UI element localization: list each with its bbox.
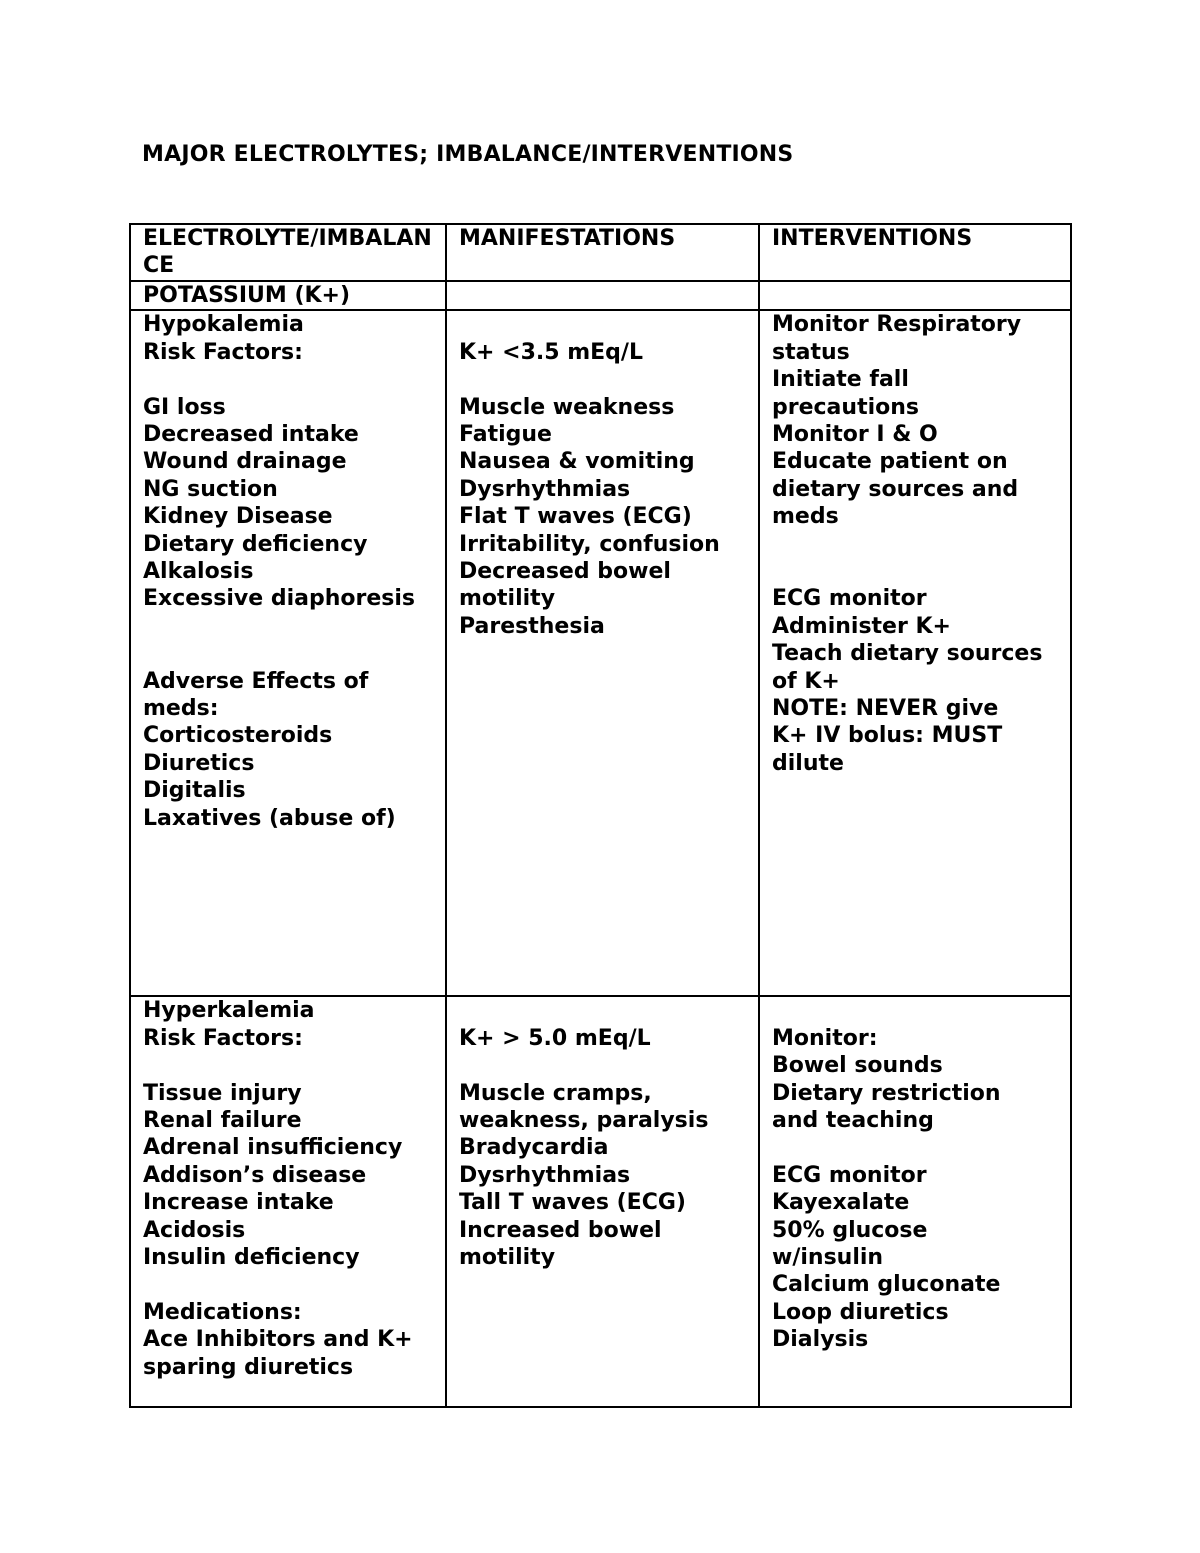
cell-line: and teaching xyxy=(772,1108,934,1134)
cell-line xyxy=(459,366,752,393)
cell-line: Bowel sounds xyxy=(772,1053,943,1079)
cell-line: Calcium gluconate xyxy=(772,1272,1001,1298)
cell-line: K+ > 5.0 mEq/L xyxy=(459,1025,651,1051)
cell-line: Kayexalate xyxy=(772,1190,910,1216)
cell-line: Corticosteroids xyxy=(143,723,333,749)
cell-line: NOTE: NEVER give xyxy=(772,696,999,722)
cell-line: Acidosis xyxy=(143,1217,246,1243)
cell-line xyxy=(772,997,1064,1024)
cell-line: ECG monitor xyxy=(772,586,927,612)
cell-line: Loop diuretics xyxy=(772,1299,949,1325)
cell-line: sparing diuretics xyxy=(143,1354,354,1380)
cell-line: Muscle weakness xyxy=(459,394,675,420)
cell-line: Teach dietary sources xyxy=(772,641,1043,667)
cell-line: Digitalis xyxy=(143,778,246,804)
cell-line: Renal failure xyxy=(143,1108,302,1134)
cell-line: Adverse Effects of xyxy=(143,668,369,694)
cell-line: Dietary restriction xyxy=(772,1080,1001,1106)
cell-line: Decreased intake xyxy=(143,422,359,448)
cell-line xyxy=(143,366,439,393)
cell-line: Risk Factors: xyxy=(143,1025,303,1051)
cell-line: Kidney Disease xyxy=(143,504,333,530)
header-row xyxy=(130,224,1071,281)
cell-line: dilute xyxy=(772,750,844,776)
cell-line: Muscle cramps, xyxy=(459,1080,652,1106)
electrolyte-table xyxy=(129,223,1072,1408)
cell-line: dietary sources and xyxy=(772,476,1019,502)
cell-line: Insulin deficiency xyxy=(143,1245,360,1271)
cell-interventions xyxy=(759,996,1071,1407)
cell-line: Ace Inhibitors and K+ xyxy=(143,1327,413,1353)
cell-line xyxy=(143,613,439,640)
cell-line xyxy=(143,1052,439,1079)
cell-line: Medications: xyxy=(143,1299,302,1325)
cell-line: Paresthesia xyxy=(459,613,605,639)
cell-line: status xyxy=(772,339,850,365)
cell-line: Dysrhythmias xyxy=(459,476,631,502)
cell-line: Risk Factors: xyxy=(143,339,303,365)
cell-line: Tall T waves (ECG) xyxy=(459,1190,686,1216)
table-row-hyperkalemia xyxy=(130,996,1071,1407)
cell-line: Hypokalemia xyxy=(143,312,304,338)
section-cell-empty xyxy=(759,281,1071,310)
cell-line: NG suction xyxy=(143,476,278,502)
cell-line xyxy=(143,640,439,667)
section-row xyxy=(130,281,1071,310)
cell-line xyxy=(143,1271,439,1298)
cell-line: 50% glucose xyxy=(772,1217,928,1243)
cell-line: Initiate fall xyxy=(772,367,909,393)
cell-line: Nausea & vomiting xyxy=(459,449,695,475)
cell-line: meds: xyxy=(143,696,219,722)
cell-line: motility xyxy=(459,1245,556,1271)
cell-line: Bradycardia xyxy=(459,1135,609,1161)
cell-line: of K+ xyxy=(772,668,840,694)
cell-line: weakness, paralysis xyxy=(459,1108,709,1133)
cell-line: Administer K+ xyxy=(772,613,951,639)
cell-line: Educate patient on xyxy=(772,449,1008,475)
cell-line: Irritability, confusion xyxy=(459,531,720,557)
cell-imbalance xyxy=(130,996,446,1407)
section-label: POTASSIUM (K+) xyxy=(143,283,351,308)
header-cell-manifestations xyxy=(446,224,759,281)
cell-line: Laxatives (abuse of) xyxy=(143,805,396,831)
cell-line: Wound drainage xyxy=(143,449,347,475)
cell-line: Monitor I & O xyxy=(772,422,938,448)
cell-line: Flat T waves (ECG) xyxy=(459,504,692,530)
table-row-hypokalemia xyxy=(130,310,1071,996)
cell-line xyxy=(459,311,752,338)
cell-manifestations xyxy=(446,310,759,996)
cell-interventions xyxy=(759,310,1071,996)
cell-line: Hyperkalemia xyxy=(143,998,315,1024)
cell-line: Dialysis xyxy=(772,1327,869,1353)
cell-line: Adrenal insufficiency xyxy=(143,1135,403,1161)
header-cell-electrolyte xyxy=(130,224,446,281)
cell-imbalance xyxy=(130,310,446,996)
cell-line: Dysrhythmias xyxy=(459,1162,631,1188)
cell-line: Increase intake xyxy=(143,1190,334,1216)
cell-line: Monitor: xyxy=(772,1025,878,1051)
cell-line: Addison’s disease xyxy=(143,1162,367,1188)
cell-line: Fatigue xyxy=(459,422,552,447)
cell-line: Excessive diaphoresis xyxy=(143,586,415,612)
cell-line: ECG monitor xyxy=(772,1162,927,1188)
section-cell-empty xyxy=(446,281,759,310)
cell-line: Dietary deficiency xyxy=(143,531,368,557)
cell-line xyxy=(459,997,752,1024)
cell-line: meds xyxy=(772,504,839,530)
cell-line xyxy=(772,558,1064,585)
cell-line: Diuretics xyxy=(143,750,255,776)
cell-line: motility xyxy=(459,586,556,612)
header-label: MANIFESTATIONS xyxy=(459,226,676,251)
cell-line: Tissue injury xyxy=(143,1080,302,1106)
cell-line: Decreased bowel xyxy=(459,559,671,585)
cell-line: w/insulin xyxy=(772,1245,884,1271)
cell-line: precautions xyxy=(772,394,919,420)
header-label: INTERVENTIONS xyxy=(772,226,973,251)
cell-line xyxy=(459,1052,752,1079)
cell-line: GI loss xyxy=(143,394,226,420)
cell-manifestations xyxy=(446,996,759,1407)
cell-line: Monitor Respiratory xyxy=(772,312,1022,338)
page-title: MAJOR ELECTROLYTES; IMBALANCE/INTERVENTIONS xyxy=(142,142,794,167)
cell-line: K+ <3.5 mEq/L xyxy=(459,339,643,365)
header-label: ELECTROLYTE/IMBALANCE xyxy=(143,226,432,279)
header-cell-interventions xyxy=(759,224,1071,281)
cell-line: K+ IV bolus: MUST xyxy=(772,723,1003,749)
cell-line xyxy=(772,1134,1064,1161)
section-cell xyxy=(130,281,446,310)
cell-line: Alkalosis xyxy=(143,559,254,585)
cell-line xyxy=(772,531,1064,558)
cell-line: Increased bowel xyxy=(459,1217,662,1243)
